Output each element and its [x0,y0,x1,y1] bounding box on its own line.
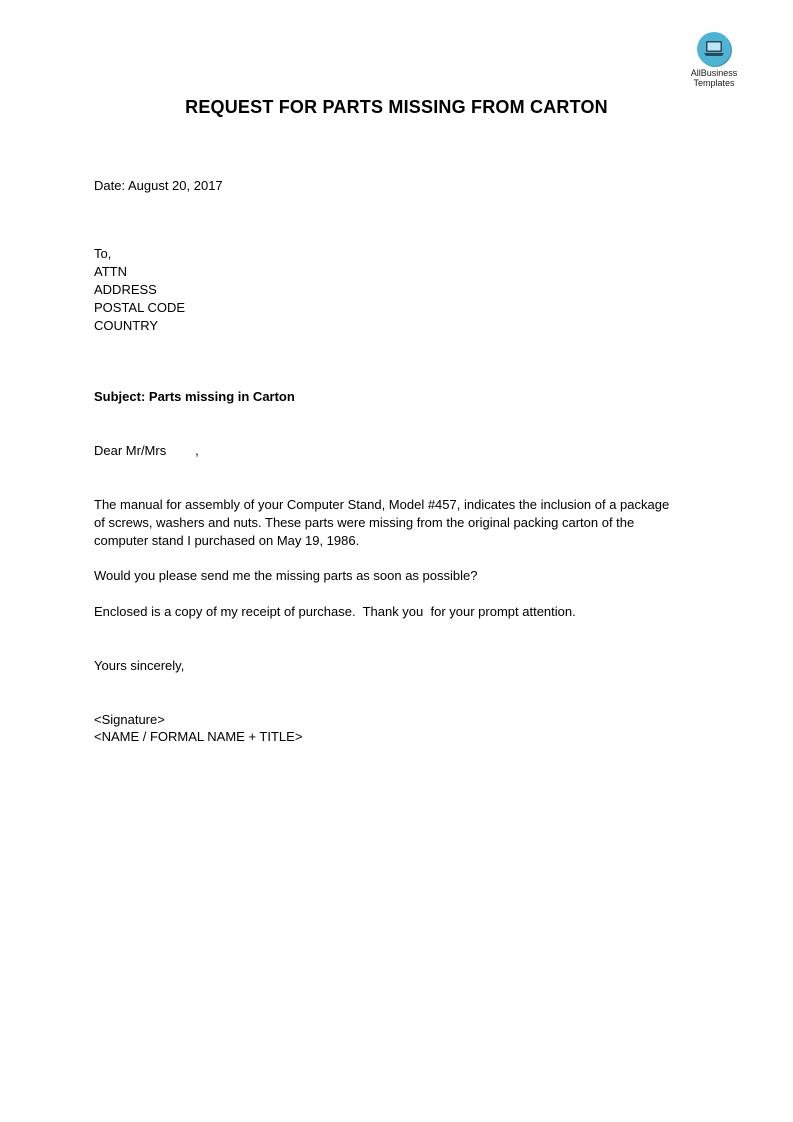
letter-salutation: Dear Mr/Mrs , [94,443,199,458]
brand-logo [682,32,746,88]
laptop-icon [697,32,731,66]
logo-text-line1: AllBusiness [690,68,738,78]
recipient-attn: ATTN [94,264,127,279]
recipient-address: ADDRESS [94,282,157,297]
logo-text-line2: Templates [693,78,735,88]
recipient-to: To, [94,246,112,261]
body-paragraph-2: Would you please send me the missing parts as soon as possible? [94,568,478,583]
letter-subject: Subject: Parts missing in Carton [94,389,295,404]
signature-placeholder: <Signature> [94,712,165,727]
body-paragraph-1-line: The manual for assembly of your Computer Stand, Model #457, indicates the inclusion of a package [94,497,670,512]
document-title: REQUEST FOR PARTS MISSING FROM CARTON [185,97,608,117]
body-paragraph-3: Enclosed is a copy of my receipt of purchase. Thank you for your prompt attention. [94,604,576,619]
body-paragraph-1 [94,496,694,550]
letter-closing: Yours sincerely, [94,658,185,673]
recipient-country: COUNTRY [94,318,159,333]
recipient-postal-code: POSTAL CODE [94,300,186,315]
body-paragraph-1-line: of screws, washers and nuts. These parts were missing from the original packing carton of the [94,515,635,530]
name-title-placeholder: <NAME / FORMAL NAME + TITLE> [94,729,303,744]
letter-date: Date: August 20, 2017 [94,178,223,193]
body-paragraph-1-line: computer stand I purchased on May 19, 1986. [94,533,360,548]
